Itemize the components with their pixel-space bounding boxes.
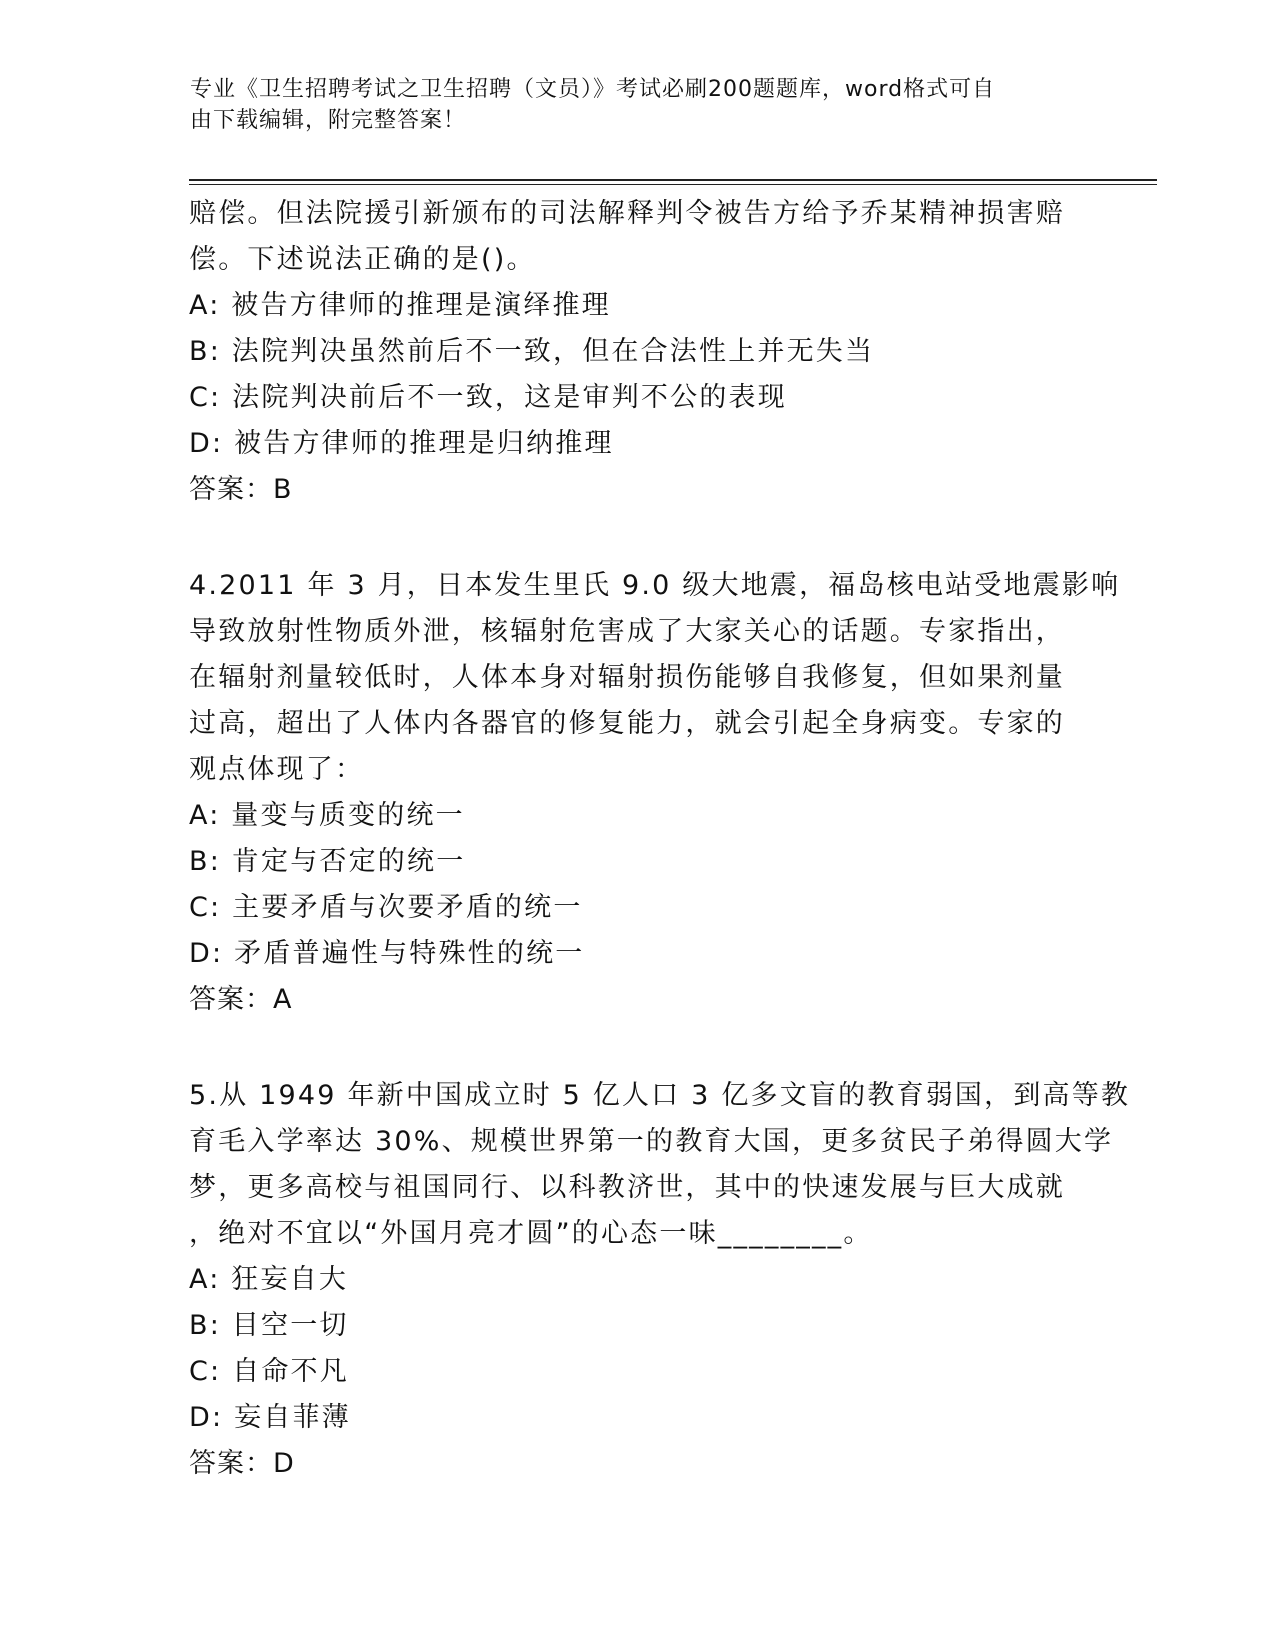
question-stem-line: 在辐射剂量较低时，人体本身对辐射损伤能够自我修复，但如果剂量 xyxy=(189,662,1065,693)
answer-line: 答案：B xyxy=(189,474,293,505)
option-a: A: 被告方律师的推理是演绎推理 xyxy=(189,290,611,321)
answer-line: 答案：A xyxy=(189,984,293,1015)
page-header xyxy=(190,74,1070,136)
header-divider-thin xyxy=(189,184,1157,185)
option-c: C: 法院判决前后不一致，这是审判不公的表现 xyxy=(189,382,787,413)
header-line: 由下载编辑，附完整答案！ xyxy=(190,108,467,133)
option-d: D: 被告方律师的推理是归纳推理 xyxy=(189,428,614,459)
question-block xyxy=(189,191,1089,513)
question-list xyxy=(189,191,1131,1487)
option-d: D: 矛盾普遍性与特殊性的统一 xyxy=(189,938,585,969)
question-stem-line: 偿。下述说法正确的是()。 xyxy=(189,244,536,275)
option-a: A: 狂妄自大 xyxy=(189,1264,349,1295)
option-a: A: 量变与质变的统一 xyxy=(189,800,465,831)
question-stem-line: 过高，超出了人体内各器官的修复能力，就会引起全身病变。专家的 xyxy=(189,708,1065,739)
option-d: D: 妄自菲薄 xyxy=(189,1402,351,1433)
question-spacer xyxy=(189,1023,1089,1073)
option-b: B: 目空一切 xyxy=(189,1310,349,1341)
question-block xyxy=(189,563,1121,1023)
answer-line: 答案：D xyxy=(189,1448,295,1479)
question-stem-line: 梦，更多高校与祖国同行、以科教济世，其中的快速发展与巨大成就 xyxy=(189,1172,1065,1203)
option-b: B: 法院判决虽然前后不一致，但在合法性上并无失当 xyxy=(189,336,875,367)
question-stem-line: 5.从 1949 年新中国成立时 5 亿人口 3 亿多文盲的教育弱国，到高等教 xyxy=(189,1080,1131,1111)
header-line: 专业《卫生招聘考试之卫生招聘（文员）》考试必刷200题题库，word格式可自 xyxy=(190,77,996,102)
option-c: C: 主要矛盾与次要矛盾的统一 xyxy=(189,892,583,923)
option-c: C: 自命不凡 xyxy=(189,1356,349,1387)
question-spacer xyxy=(189,513,1089,563)
question-stem-line: 育毛入学率达 30%、规模世界第一的教育大国，更多贫民子弟得圆大学 xyxy=(189,1126,1114,1157)
question-block xyxy=(189,1073,1131,1487)
question-stem-line: 观点体现了： xyxy=(189,754,365,785)
header-divider-thick xyxy=(189,179,1157,181)
question-stem-line: 赔偿。但法院援引新颁布的司法解释判令被告方给予乔某精神损害赔 xyxy=(189,198,1065,229)
question-stem-line: 导致放射性物质外泄，核辐射危害成了大家关心的话题。专家指出， xyxy=(189,616,1065,647)
question-stem-line: 4.2011 年 3 月，日本发生里氏 9.0 级大地震，福岛核电站受地震影响 xyxy=(189,570,1121,601)
option-b: B: 肯定与否定的统一 xyxy=(189,846,466,877)
question-stem-line: ，绝对不宜以“外国月亮才圆”的心态一味________。 xyxy=(189,1218,873,1249)
